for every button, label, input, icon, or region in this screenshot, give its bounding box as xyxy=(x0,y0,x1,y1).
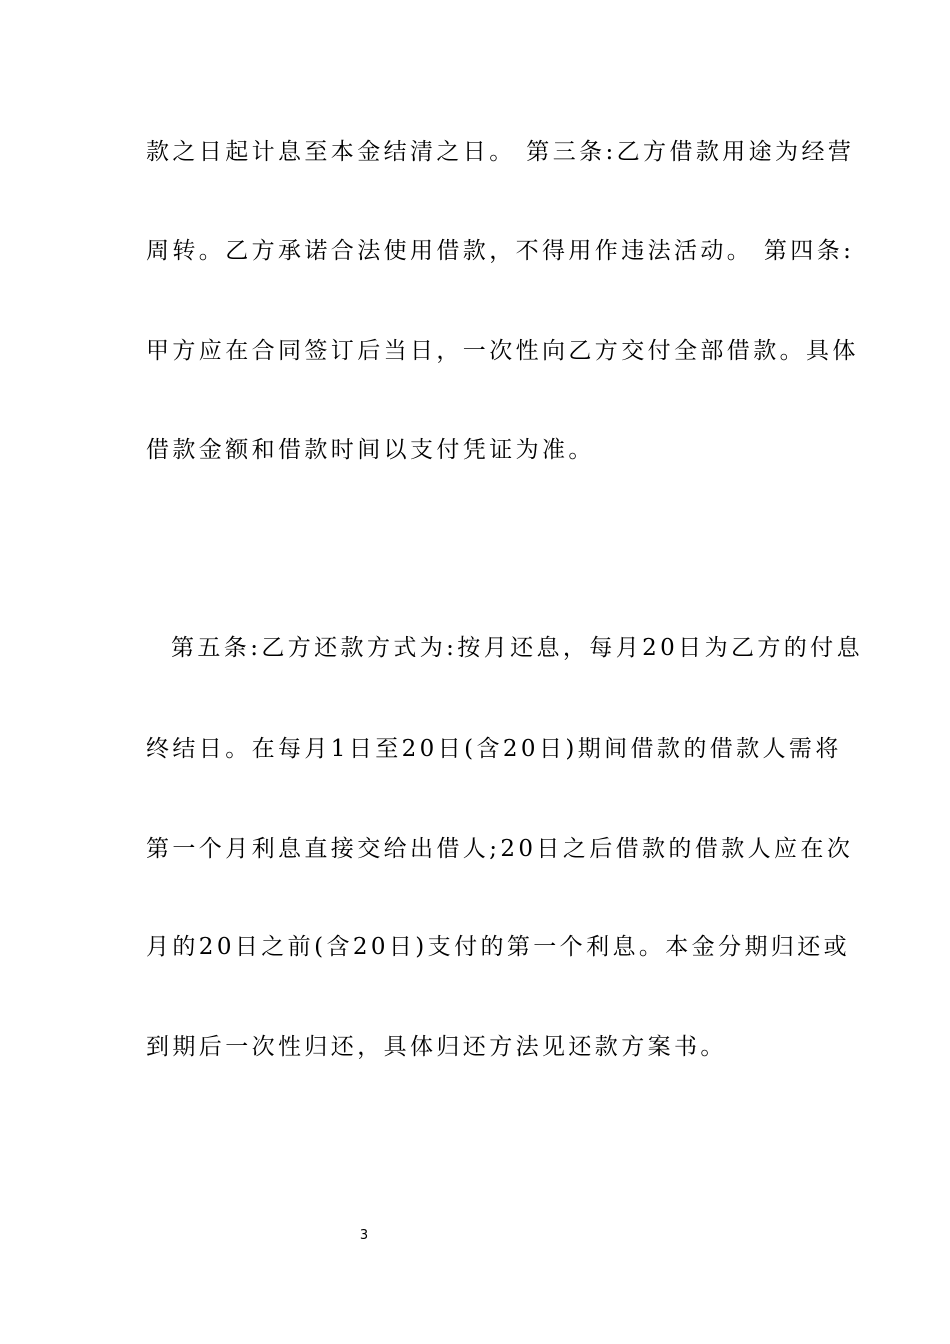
paragraph-line: 款之日起计息至本金结清之日。 第三条:乙方借款用途为经营 xyxy=(146,139,855,165)
paragraph-line: 第五条:乙方还款方式为:按月还息，每月20日为乙方的付息 xyxy=(171,635,863,661)
paragraph-line: 月的20日之前(含20日)支付的第一个利息。本金分期归还或 xyxy=(146,934,851,960)
paragraph-line: 甲方应在合同签订后当日，一次性向乙方交付全部借款。具体 xyxy=(146,338,859,364)
paragraph-line: 终结日。在每月1日至20日(含20日)期间借款的借款人需将 xyxy=(146,736,842,762)
paragraph-line: 借款金额和借款时间以支付凭证为准。 xyxy=(146,437,595,463)
paragraph-line: 到期后一次性归还，具体归还方法见还款方案书。 xyxy=(146,1034,727,1060)
paragraph-line: 周转。乙方承诺合法使用借款，不得用作违法活动。 第四条: xyxy=(146,238,855,264)
page-number: 3 xyxy=(359,1228,369,1243)
paragraph-line: 第一个月利息直接交给出借人;20日之后借款的借款人应在次 xyxy=(146,836,854,862)
